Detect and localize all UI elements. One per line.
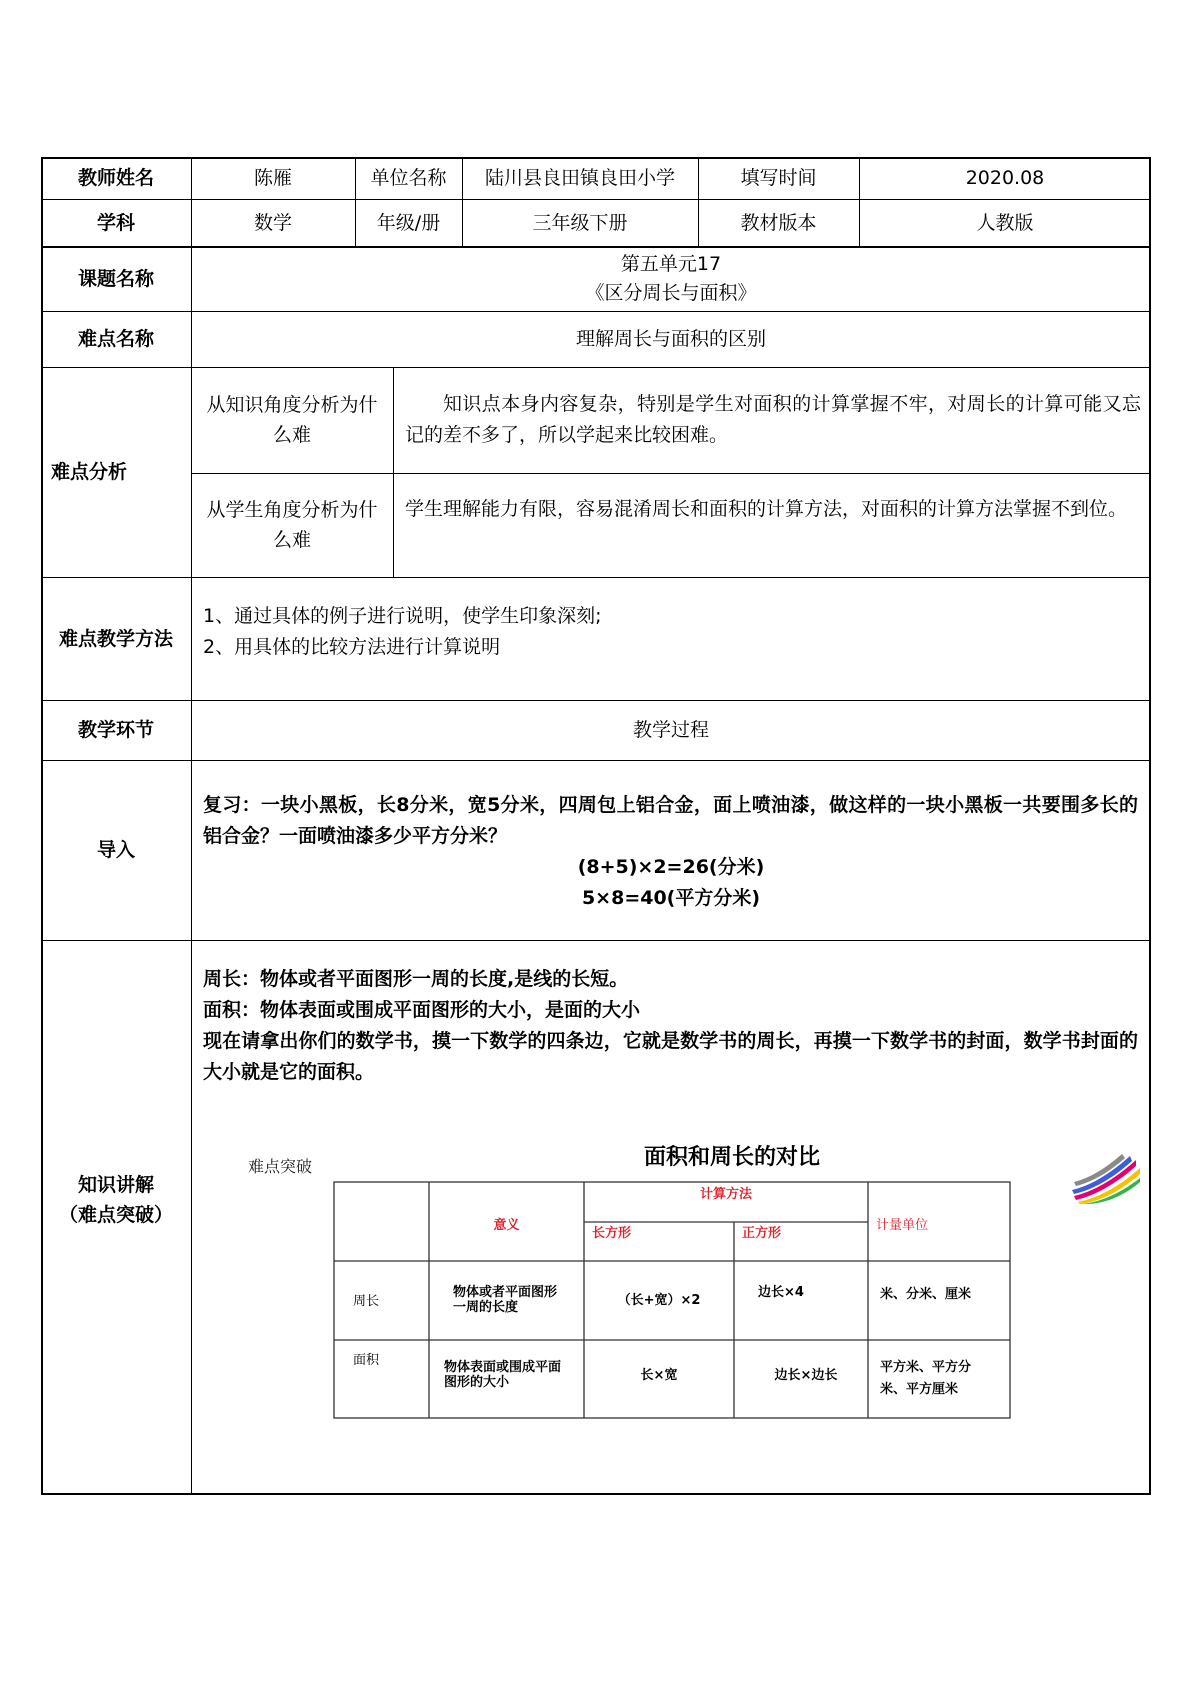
knowledge-label-line1: 知识讲解 xyxy=(77,1174,154,1196)
subject-value: 数学 xyxy=(253,211,292,234)
student-angle-label: 从学生角度分析为什么难 xyxy=(206,499,378,551)
unit-label: 单位名称 xyxy=(370,167,447,189)
date-value: 2020.08 xyxy=(965,167,1045,189)
knowledge-perimeter-def: 周长：物体或者平面图形一周的长度,是线的长短。 xyxy=(203,968,629,990)
method-item-2: 2、用具体的比较方法进行计算说明 xyxy=(203,636,501,658)
row-perimeter-square: 边长×4 xyxy=(758,1284,804,1300)
method-item-1: 1、通过具体的例子进行说明，使学生印象深刻; xyxy=(203,605,602,627)
method-label: 难点教学方法 xyxy=(58,627,173,650)
teacher-name: 陈雁 xyxy=(253,167,292,189)
process-label: 教学环节 xyxy=(77,719,154,741)
edition-value: 人教版 xyxy=(976,211,1034,234)
knowledge-area-def: 面积：物体表面或围成平面图形的大小，是面的大小 xyxy=(203,999,641,1021)
row-area-unit: 平方米、平方分米、平方厘米 xyxy=(880,1360,972,1397)
col-square: 正方形 xyxy=(742,1225,782,1241)
subject-label: 学科 xyxy=(96,211,135,234)
knowledge-angle-text: 知识点本身内容复杂，特别是学生对面积的计算掌握不牢，对周长的计算可能又忘记的差不多了，所以学起来比较困难。 xyxy=(405,393,1141,446)
unit-name: 陆川县良田镇良田小学 xyxy=(484,167,675,189)
col-rectangle: 长方形 xyxy=(592,1225,632,1241)
knowledge-example: 现在请拿出你们的数学书，摸一下数学的四条边，它就是数学书的周长，再摸一下数学书的封面，数学书封面的大小就是它的面积。 xyxy=(203,1030,1138,1083)
row-area-square: 边长×边长 xyxy=(774,1367,838,1383)
knowledge-angle-label: 从知识角度分析为什么难 xyxy=(206,394,378,446)
row-area-meaning: 物体表面或围成平面图形的大小 xyxy=(444,1360,562,1390)
intro-formula-1: (8+5)×2=26(分米) xyxy=(577,856,765,878)
analysis-label: 难点分析 xyxy=(51,461,128,483)
ribbon-logo-icon xyxy=(1070,1152,1140,1204)
row-area-rect: 长×宽 xyxy=(640,1367,678,1383)
row-area-name: 面积 xyxy=(353,1352,380,1368)
col-unit: 计量单位 xyxy=(876,1217,929,1233)
row-perimeter-name: 周长 xyxy=(353,1293,380,1309)
row-perimeter-meaning: 物体或者平面图形一周的长度 xyxy=(453,1285,558,1315)
difficulty-label: 难点名称 xyxy=(77,328,154,350)
process-value: 教学过程 xyxy=(632,719,709,741)
intro-text: 复习：一块小黑板，长8分米，宽5分米，四周包上铝合金，面上喷油漆，做这样的一块小黑板一共要围多长的铝合金？一面喷油漆多少平方分米？ xyxy=(203,794,1138,847)
knowledge-label-line2: （难点突破） xyxy=(58,1204,173,1226)
student-angle-text: 学生理解能力有限，容易混淆周长和面积的计算方法，对面积的计算方法掌握不到位。 xyxy=(405,498,1128,520)
teacher-label: 教师姓名 xyxy=(77,167,154,189)
difficulty-value: 理解周长与面积的区别 xyxy=(575,328,766,350)
image-tag: 难点突破 xyxy=(248,1157,313,1176)
edition-label: 教材版本 xyxy=(740,211,817,234)
grade-value: 三年级下册 xyxy=(532,211,628,234)
intro-label: 导入 xyxy=(96,839,135,861)
row-perimeter-rect: （长+宽）×2 xyxy=(617,1292,701,1308)
row-perimeter-unit: 米、分米、厘米 xyxy=(880,1287,972,1302)
image-title: 面积和周长的对比 xyxy=(643,1144,820,1170)
col-method: 计算方法 xyxy=(699,1186,752,1202)
topic-line2: 《区分周长与面积》 xyxy=(585,281,757,304)
date-label: 填写时间 xyxy=(740,167,817,189)
topic-label: 课题名称 xyxy=(77,267,154,290)
col-meaning: 意义 xyxy=(493,1217,520,1233)
topic-line1: 第五单元17 xyxy=(620,252,722,275)
intro-formula-2: 5×8=40(平方分米) xyxy=(581,887,761,909)
grade-label: 年级/册 xyxy=(376,211,441,234)
